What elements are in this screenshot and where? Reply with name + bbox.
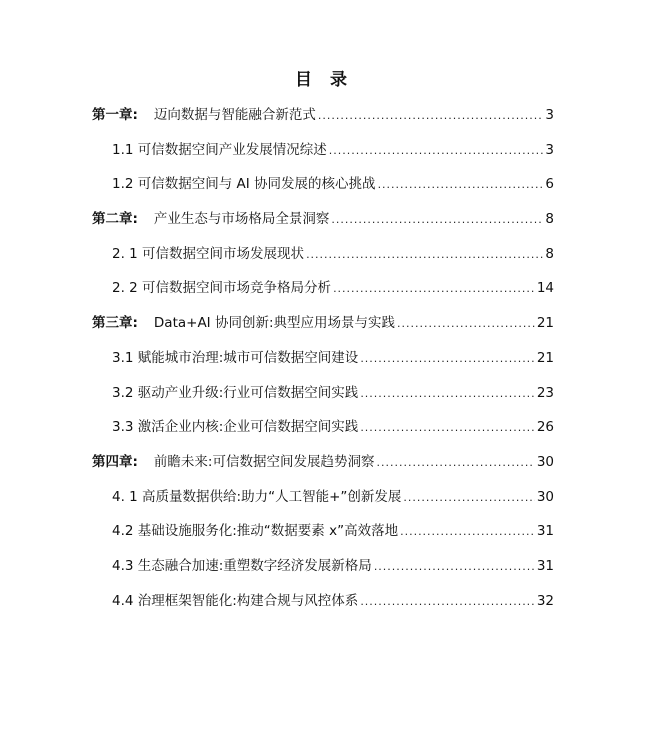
toc-entry-text: 4. 1 高质量数据供给:助力“人工智能+”创新发展 <box>112 488 402 505</box>
toc-entry-text: 4.4 治理框架智能化:构建合规与风控体系 <box>112 592 359 609</box>
toc-dot-leader <box>360 418 535 438</box>
toc-page-number: 3 <box>545 107 554 123</box>
toc-chapter-2[interactable] <box>92 209 554 244</box>
toc-chapter-label: 第四章: <box>92 453 138 470</box>
toc-section-1-2[interactable] <box>92 174 554 209</box>
toc-entry-text: Data+AI 协同创新:典型应用场景与实践 <box>153 315 396 332</box>
toc-section-4-1[interactable] <box>92 487 554 522</box>
toc-dot-leader <box>360 384 535 404</box>
toc-section-1-1[interactable] <box>92 140 554 175</box>
toc-entry-text: 1.2 可信数据空间与 AI 协同发展的核心挑战 <box>112 176 376 193</box>
toc-dot-leader <box>333 279 535 299</box>
toc-page-number: 26 <box>536 419 554 436</box>
toc-dot-leader <box>403 488 534 508</box>
toc-page-number: 31 <box>536 523 554 540</box>
toc-entry-text: 3.3 激活企业内核:企业可信数据空间实践 <box>112 419 359 436</box>
toc-dot-leader <box>329 141 544 161</box>
toc-section-4-3[interactable] <box>92 556 554 591</box>
toc-entry-text: 2. 2 可信数据空间市场竞争格局分析 <box>112 280 332 297</box>
toc-page-number: 8 <box>545 211 554 228</box>
toc-entry-text: 1.1 可信数据空间产业发展情况综述 <box>112 141 327 158</box>
toc-entry-text: 3.1 赋能城市治理:城市可信数据空间建设 <box>112 349 359 366</box>
toc-dot-leader <box>378 175 544 195</box>
toc-dot-leader <box>374 557 535 577</box>
toc-section-4-4[interactable] <box>92 591 554 626</box>
toc-entry-text: 2. 1 可信数据空间市场发展现状 <box>112 245 305 262</box>
toc-dot-leader <box>397 314 535 334</box>
toc-section-3-3[interactable] <box>92 417 554 452</box>
toc-entry-text: 产业生态与市场格局全景洞察 <box>153 211 330 228</box>
toc-page-number: 32 <box>536 592 554 609</box>
toc-dot-leader <box>331 210 543 230</box>
toc-page-number: 21 <box>536 315 554 332</box>
toc-section-4-2[interactable] <box>92 521 554 556</box>
toc-entry-text: 4.2 基础设施服务化:推动“数据要素 x”高效落地 <box>112 523 399 540</box>
toc-dot-leader <box>360 349 535 369</box>
toc-dot-leader <box>400 522 535 542</box>
toc-entry-text: 3.2 驱动产业升级:行业可信数据空间实践 <box>112 384 359 401</box>
toc-chapter-4[interactable] <box>92 452 554 487</box>
toc-page-number: 31 <box>536 557 554 574</box>
toc-dot-leader <box>360 592 535 612</box>
toc-dot-leader <box>318 106 544 126</box>
toc-chapter-label: 第二章: <box>92 211 138 228</box>
toc-page-number: 23 <box>536 384 554 401</box>
toc-section-2-1[interactable] <box>92 244 554 279</box>
toc-title: 目 录 <box>295 70 353 90</box>
table-of-contents <box>92 105 554 625</box>
toc-section-3-1[interactable] <box>92 348 554 383</box>
toc-section-3-2[interactable] <box>92 383 554 418</box>
toc-entry-text: 前瞻未来:可信数据空间发展趋势洞察 <box>153 453 375 470</box>
toc-page-number: 21 <box>536 349 554 366</box>
toc-dot-leader <box>306 245 543 265</box>
toc-chapter-label: 第一章: <box>92 107 138 123</box>
toc-page-number: 30 <box>536 453 554 470</box>
toc-dot-leader <box>376 453 534 473</box>
toc-page-number: 3 <box>545 141 554 158</box>
toc-entry-text: 迈向数据与智能融合新范式 <box>153 107 316 123</box>
toc-chapter-1[interactable] <box>92 105 554 140</box>
toc-chapter-label: 第三章: <box>92 315 138 332</box>
toc-section-2-2[interactable] <box>92 278 554 313</box>
toc-page-number: 14 <box>536 280 554 297</box>
toc-chapter-3[interactable] <box>92 313 554 348</box>
toc-page-number: 30 <box>536 488 554 505</box>
toc-page-number: 8 <box>545 245 554 262</box>
toc-page-number: 6 <box>545 176 554 193</box>
toc-entry-text: 4.3 生态融合加速:重塑数字经济发展新格局 <box>112 557 372 574</box>
